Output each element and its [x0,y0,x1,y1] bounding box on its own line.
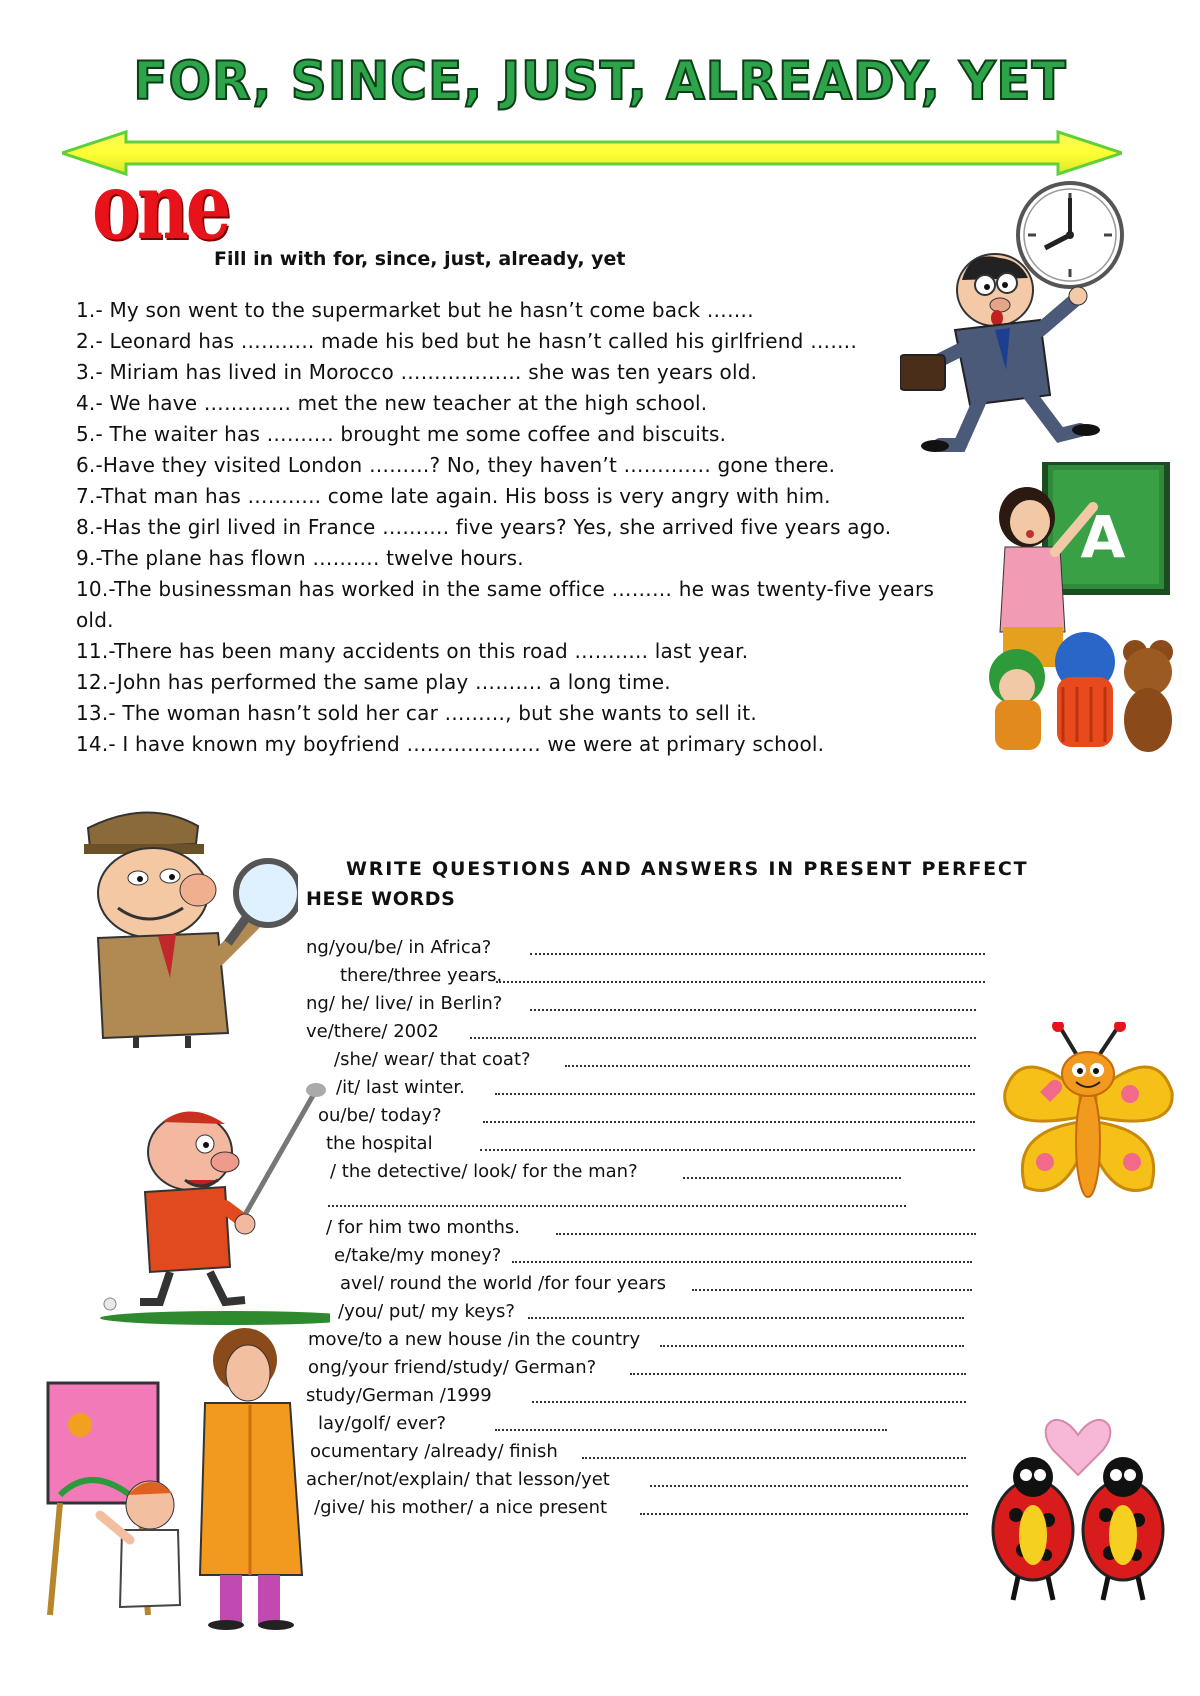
exercise-line: 3.- Miriam has lived in Morocco ……………… she was ten years old. [76,360,758,384]
answer-blank [650,1485,968,1487]
answer-blank [640,1513,968,1515]
detective-illustration [78,808,298,1048]
question-line: lay/golf/ ever? [318,1413,447,1434]
answer-blank [565,1065,970,1067]
exercise-line: 12.-John has performed the same play ………. a long time. [76,670,671,694]
section-two-instruction-continued: HESE WORDS [306,888,456,910]
exercise-line: 11.-There has been many accidents on this road ……….. last year. [76,639,749,663]
svg-text:A: A [1080,503,1126,571]
question-line: there/three years. [340,965,503,986]
answer-blank [630,1373,966,1375]
question-line: / the detective/ look/ for the man? [330,1161,638,1182]
exercise-line: 10.-The businessman has worked in the same office ……… he was twenty-five years [76,577,935,601]
answer-blank [483,1121,975,1123]
question-line: /give/ his mother/ a nice present [314,1497,608,1518]
exercise-line: 1.- My son went to the supermarket but he hasn’t come back ……. [76,298,754,322]
teacher-classroom-illustration [985,462,1175,762]
question-line: / for him two months. [326,1217,520,1238]
question-line: ou/be/ today? [318,1105,442,1126]
page-title: FOR, SINCE, JUST, ALREADY, YET [133,50,1067,112]
ladybugs-heart-illustration [978,1405,1178,1610]
answer-blank [530,1009,976,1011]
answer-blank [556,1233,976,1235]
exercise-line: 6.-Have they visited London ………? No, they haven’t …………. gone there. [76,453,836,477]
question-line: avel/ round the world /for four years [340,1273,667,1294]
exercise-line: 2.- Leonard has ……….. made his bed but he hasn’t called his girlfriend ……. [76,329,858,353]
answer-blank [512,1261,972,1263]
answer-blank [532,1401,966,1403]
answer-blank [495,1093,975,1095]
painter-and-observer-illustration [40,1325,330,1630]
exercise-line: 7.-That man has ……….. come late again. His boss is very angry with him. [76,484,831,508]
exercise-line: 9.-The plane has flown ………. twelve hours. [76,546,524,570]
section-one-heading: one [92,152,229,260]
question-line: /you/ put/ my keys? [338,1301,515,1322]
exercise-line: 4.- We have …………. met the new teacher at the high school. [76,391,708,415]
question-line: ocumentary /already/ finish [310,1441,558,1462]
answer-blank [528,1317,964,1319]
exercise-line: 8.-Has the girl lived in France ………. five years? Yes, she arrived five years ago. [76,515,892,539]
question-line: study/German /1999 [306,1385,492,1406]
question-line: acher/not/explain/ that lesson/yet [306,1469,610,1490]
question-line: move/to a new house /in the country [308,1329,641,1350]
question-line: ong/your friend/study/ German? [308,1357,597,1378]
question-line: ve/there/ 2002 [306,1021,440,1042]
question-line: the hospital [326,1133,433,1154]
answer-blank [480,1149,975,1151]
answer-blank [328,1205,906,1207]
golfer-illustration [90,1082,330,1327]
question-line: ng/you/be/ in Africa? [306,937,492,958]
question-line: /she/ wear/ that coat? [334,1049,531,1070]
answer-blank [470,1037,976,1039]
question-line: e/take/my money? [334,1245,502,1266]
exercise-line: 14.- I have known my boyfriend ……………….. we were at primary school. [76,732,825,756]
answer-blank [660,1345,964,1347]
question-line: ng/ he/ live/ in Berlin? [306,993,503,1014]
exercise-line: 13.- The woman hasn’t sold her car ………, but she wants to sell it. [76,701,757,725]
exercise-line: 5.- The waiter has ………. brought me some coffee and biscuits. [76,422,727,446]
question-line: /it/ last winter. [336,1077,465,1098]
butterfly-illustration [1000,1022,1175,1212]
section-two-instruction: WRITE QUESTIONS AND ANSWERS IN PRESENT PERFECT [346,858,1029,880]
exercise-line: old. [76,608,114,632]
running-businessman-clock-illustration [900,180,1150,460]
answer-blank [692,1289,972,1291]
answer-blank [683,1177,901,1179]
section-one-instruction: Fill in with for, since, just, already, yet [214,248,626,270]
answer-blank [582,1457,966,1459]
answer-blank [495,1429,887,1431]
answer-blank [530,953,985,955]
answer-blank [496,981,985,983]
